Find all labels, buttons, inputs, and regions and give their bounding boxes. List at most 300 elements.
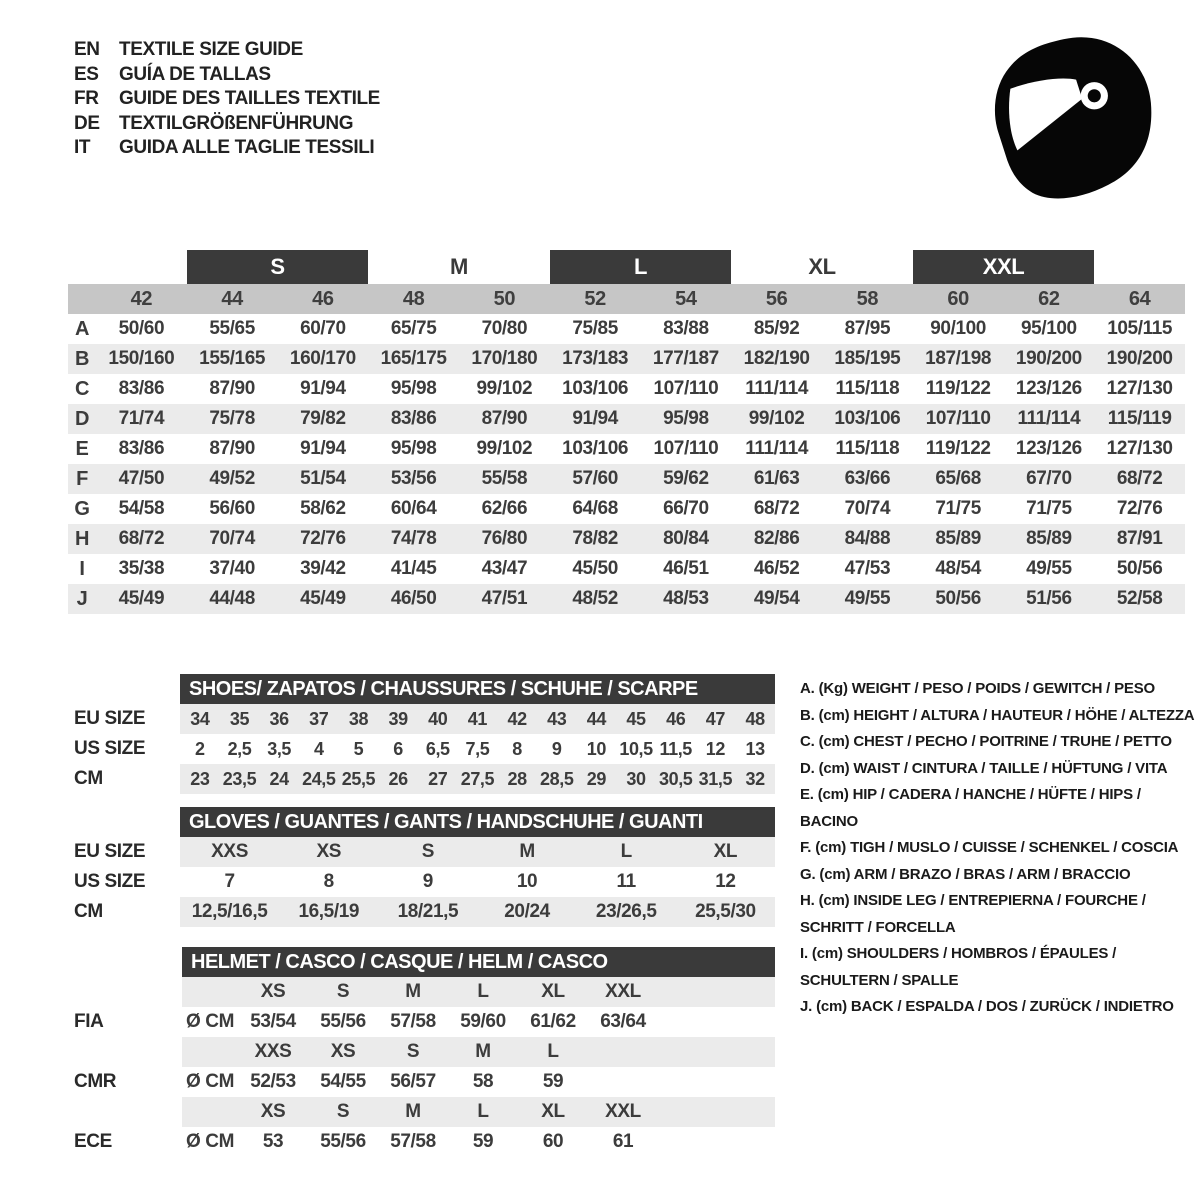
language-code: IT <box>74 137 91 158</box>
measure-cell: 99/102 <box>748 408 805 429</box>
measure-cell: 111/114 <box>1017 408 1081 429</box>
measure-cell: 63/66 <box>844 468 891 489</box>
helmet-value-cell: 57/58 <box>390 1011 436 1032</box>
measure-cell: 68/72 <box>753 498 800 519</box>
numeric-size: 46 <box>278 284 369 314</box>
measure-cell: 49/52 <box>209 468 255 489</box>
numeric-size-row <box>68 284 1185 314</box>
measure-cell: 47/51 <box>481 588 528 609</box>
language-title: GUIDE DES TAILLES TEXTILE <box>119 88 380 109</box>
measure-cell: 115/118 <box>835 378 900 399</box>
shoes-row <box>60 704 775 734</box>
gloves-cell: 12,5/16,5 <box>180 897 279 927</box>
helmet-value-cell: 55/56 <box>320 1131 366 1152</box>
shoes-cell: 45 <box>616 704 656 734</box>
measure-cell: 103/106 <box>562 438 629 459</box>
measure-cell: 54/58 <box>118 498 165 519</box>
measure-cell: 91/94 <box>300 438 346 459</box>
measure-cell: 70/74 <box>844 498 891 519</box>
shoes-cell: 24,5 <box>299 764 339 794</box>
gloves-cell: M <box>477 837 576 867</box>
measure-cell: 64/68 <box>572 498 618 519</box>
helmet-standard-label: CMR <box>74 1071 117 1092</box>
measure-cell: 48/53 <box>663 588 709 609</box>
helmet-sizes-row <box>60 977 775 1007</box>
helmet-size-cell: XS <box>238 977 308 1007</box>
shoes-cell: 47 <box>696 704 736 734</box>
measure-cell: 60/70 <box>300 318 346 339</box>
helmet-sizes-spacer <box>60 1037 182 1067</box>
helmet-values-row <box>60 1067 775 1097</box>
shoes-cell: 26 <box>378 764 418 794</box>
numeric-size: 54 <box>641 284 732 314</box>
helmet-size-cell: L <box>448 1097 518 1127</box>
helmet-value-cell: 53/54 <box>250 1011 296 1032</box>
measure-cell: 48/54 <box>935 558 981 579</box>
measure-cell: 72/76 <box>300 528 346 549</box>
numeric-size: 44 <box>187 284 278 314</box>
measure-cell: 119/122 <box>925 378 991 399</box>
measure-cell: 85/92 <box>753 318 800 339</box>
measure-cell: 68/72 <box>118 528 165 549</box>
measure-cell: 95/100 <box>1021 318 1077 339</box>
measure-cell: 71/75 <box>1026 498 1072 519</box>
helmet-size-cell: L <box>518 1037 588 1067</box>
shoes-cell: 31,5 <box>696 764 736 794</box>
legend-item: I. (cm) SHOULDERS / HOMBROS / ÉPAULES / SCHULTERN / SPALLE <box>800 945 1117 989</box>
helmet-unit-spacer <box>182 1037 238 1067</box>
shoes-cell: 3,5 <box>267 739 292 759</box>
helmet-size-cell: M <box>378 1097 448 1127</box>
section-header-row <box>60 807 775 837</box>
measure-cell: 75/78 <box>209 408 255 429</box>
shoes-cell: 35 <box>220 704 260 734</box>
measure-row <box>68 464 1185 494</box>
helmet-sizes-spacer <box>60 1097 182 1127</box>
measure-cell: 50/60 <box>118 318 165 339</box>
measure-cell: 185/195 <box>834 348 901 369</box>
language-title: GUIDA ALLE TAGLIE TESSILI <box>119 137 375 158</box>
measure-cell: 83/86 <box>390 408 437 429</box>
helmet-size-cell: M <box>448 1037 518 1067</box>
helmet-size-cell: XL <box>518 1097 588 1127</box>
helmet-value-cell: 52/53 <box>250 1071 296 1092</box>
shoes-cell: 23,5 <box>220 764 260 794</box>
measure-cell: 75/85 <box>572 318 618 339</box>
gloves-section-title: GLOVES / GUANTES / GANTS / HANDSCHUHE / GUANTI <box>180 807 775 837</box>
helmet-standard-label: ECE <box>74 1131 112 1152</box>
language-code: EN <box>74 39 100 60</box>
measure-row-label: F <box>76 468 88 490</box>
measure-cell: 45/49 <box>300 588 346 609</box>
measure-cell: 115/118 <box>835 438 900 459</box>
helmet-size-cell: XS <box>308 1037 378 1067</box>
legend-item: D. (cm) WAIST / CINTURA / TAILLE / HÜFTUNG / VITA <box>800 759 1168 777</box>
language-code: ES <box>74 63 99 85</box>
language-title-list <box>74 38 380 161</box>
measure-cell: 160/170 <box>289 348 356 369</box>
shoes-cell: 27,5 <box>458 764 498 794</box>
helmet-value-cell: 58 <box>472 1071 494 1092</box>
measure-cell: 187/198 <box>925 348 992 369</box>
measure-cell: 107/110 <box>653 438 719 459</box>
measure-cell: 87/90 <box>481 408 528 429</box>
measure-cell: 80/84 <box>663 528 709 549</box>
shoes-cell: 12 <box>705 739 725 759</box>
measure-cell: 66/70 <box>663 498 709 519</box>
measure-row <box>68 404 1185 434</box>
size-letter: XL <box>808 254 836 279</box>
shoes-cell: 5 <box>353 739 364 759</box>
measure-cell: 52/58 <box>1116 588 1163 609</box>
measure-cell: 99/102 <box>476 438 533 459</box>
legend-item: F. (cm) TIGH / MUSLO / CUISSE / SCHENKEL / COSCIA <box>800 839 1179 856</box>
gloves-cell: 20/24 <box>477 897 576 927</box>
helmet-unit-label: Ø CM <box>185 1071 234 1092</box>
measure-cell: 115/119 <box>1107 408 1172 429</box>
measure-cell: 190/200 <box>1106 348 1173 369</box>
measure-cell: 55/58 <box>481 468 528 489</box>
helmet-size-cell: XXL <box>588 977 658 1007</box>
gloves-row-label: US SIZE <box>74 871 146 892</box>
gloves-cell: 9 <box>422 871 433 892</box>
language-code: DE <box>74 112 100 134</box>
measure-cell: 85/89 <box>935 528 981 549</box>
helmet-size-cell: L <box>448 977 518 1007</box>
measure-cell: 65/75 <box>390 318 437 339</box>
measure-row-label: G <box>74 498 90 520</box>
measure-cell: 70/80 <box>481 318 528 339</box>
measure-cell: 95/98 <box>390 438 437 459</box>
measure-cell: 127/130 <box>1106 378 1173 399</box>
shoes-cell: 10,5 <box>619 739 653 759</box>
helmet-value-cell: 59 <box>472 1131 494 1152</box>
gloves-cell: 12 <box>715 871 736 892</box>
measure-cell: 45/49 <box>118 588 165 609</box>
measure-cell: 45/50 <box>572 558 618 579</box>
measure-cell: 103/106 <box>834 408 901 429</box>
language-title: TEXTILGRÖßENFÜHRUNG <box>119 112 354 134</box>
shoes-cell: 48 <box>735 704 775 734</box>
measure-row-label: E <box>75 438 89 460</box>
measure-cell: 127/130 <box>1106 438 1173 459</box>
helmet-value-cell: 57/58 <box>390 1131 436 1152</box>
gloves-cell: 8 <box>323 871 334 892</box>
shoes-row <box>60 764 775 794</box>
shoes-cell: 11,5 <box>659 739 692 759</box>
measure-cell: 111/114 <box>745 438 808 459</box>
measure-cell: 83/86 <box>118 378 165 399</box>
shoes-cell: 2 <box>195 739 205 759</box>
measure-cell: 51/56 <box>1026 588 1072 609</box>
measure-row-label: J <box>76 588 88 610</box>
legend-item: G. (cm) ARM / BRAZO / BRAS / ARM / BRACCIO <box>800 865 1131 883</box>
shoes-size-table <box>60 674 775 794</box>
legend-item: A. (Kg) WEIGHT / PESO / POIDS / GEWITCH / PESO <box>800 680 1155 697</box>
bar-spacer <box>60 947 182 977</box>
gloves-cell: XS <box>279 837 378 867</box>
measure-cell: 49/55 <box>844 588 891 609</box>
measure-cell: 91/94 <box>572 408 618 429</box>
measure-cell: 35/38 <box>118 558 165 579</box>
measure-cell: 50/56 <box>935 588 981 609</box>
measure-cell: 65/68 <box>935 468 981 489</box>
measure-cell: 82/86 <box>753 528 800 549</box>
measure-cell: 87/95 <box>844 318 891 339</box>
shoes-cell: 39 <box>378 704 418 734</box>
measure-cell: 182/190 <box>743 348 810 369</box>
gloves-cell: 18/21,5 <box>378 897 477 927</box>
numeric-size: 52 <box>550 284 641 314</box>
language-title: TEXTILE SIZE GUIDE <box>119 39 303 60</box>
numeric-size: 50 <box>459 284 550 314</box>
measure-cell: 103/106 <box>562 378 629 399</box>
language-title-row <box>74 87 380 112</box>
helmet-size-cell: XL <box>518 977 588 1007</box>
helmet-unit-label: Ø CM <box>185 1011 234 1032</box>
shoes-cell: 4 <box>313 739 324 759</box>
shoes-cell: 6,5 <box>425 739 450 759</box>
filler-cell <box>658 1097 775 1127</box>
measure-cell: 41/45 <box>390 558 437 579</box>
numeric-size: 42 <box>96 284 187 314</box>
measure-cell: 51/54 <box>300 468 346 489</box>
helmet-size-cell: S <box>308 977 378 1007</box>
measure-cell: 119/122 <box>925 438 991 459</box>
shoes-cell: 38 <box>339 704 379 734</box>
measure-cell: 95/98 <box>390 378 437 399</box>
helmet-values-row <box>60 1127 775 1157</box>
shoes-cell: 42 <box>497 704 537 734</box>
gloves-cell: 23/26,5 <box>577 897 676 927</box>
bar-spacer <box>60 807 180 837</box>
filler-cell <box>658 977 775 1007</box>
shoes-cell: 13 <box>745 739 765 759</box>
shoes-cell: 46 <box>656 704 696 734</box>
measure-cell: 71/74 <box>118 408 165 429</box>
shoes-cell: 8 <box>512 739 522 759</box>
measure-cell: 55/65 <box>209 318 255 339</box>
measure-row <box>68 314 1185 344</box>
legend-item: J. (cm) BACK / ESPALDA / DOS / ZURÜCK / INDIETRO <box>800 998 1174 1015</box>
gloves-cell: 10 <box>516 871 538 892</box>
measure-cell: 105/115 <box>1107 318 1173 339</box>
shoes-cell: 43 <box>537 704 577 734</box>
measure-cell: 173/183 <box>562 348 629 369</box>
measure-cell: 47/50 <box>118 468 165 489</box>
helmet-values-row <box>60 1007 775 1037</box>
measure-cell: 59/62 <box>663 468 709 489</box>
helmet-sizes-row <box>60 1037 775 1067</box>
measure-cell: 165/175 <box>380 348 447 369</box>
helmet-size-cell: XS <box>238 1097 308 1127</box>
language-code: FR <box>74 88 99 109</box>
measure-row <box>68 344 1185 374</box>
gloves-cell: S <box>378 837 477 867</box>
gloves-row-label: EU SIZE <box>74 841 146 862</box>
helmet-value-cell <box>588 1067 658 1097</box>
measure-row <box>68 374 1185 404</box>
measure-cell: 49/55 <box>1026 558 1072 579</box>
shoes-cell: 36 <box>259 704 299 734</box>
filler-cell <box>658 1067 775 1097</box>
numeric-size: 62 <box>1004 284 1095 314</box>
measure-cell: 37/40 <box>209 558 255 579</box>
measure-row-label: A <box>74 318 90 340</box>
measure-cell: 87/91 <box>1116 528 1163 549</box>
helmet-size-cell: S <box>378 1037 448 1067</box>
measure-cell: 71/75 <box>935 498 981 519</box>
legend-item: H. (cm) INSIDE LEG / ENTREPIERNA / FOURCHE / SCHRITT / FORCELLA <box>800 892 1146 936</box>
helmet-sizes-spacer <box>60 977 182 1007</box>
filler-cell <box>658 1127 775 1157</box>
measure-cell: 67/70 <box>1026 468 1072 489</box>
measure-cell: 99/102 <box>476 378 533 399</box>
helmet-sizes-row <box>60 1097 775 1127</box>
shoes-row <box>60 734 775 764</box>
measure-row-label: C <box>74 378 90 400</box>
shoes-cell: 28,5 <box>537 764 577 794</box>
size-letter-spacer <box>68 250 187 284</box>
measure-cell: 46/52 <box>753 558 800 579</box>
shoes-cell: 40 <box>418 704 458 734</box>
measure-cell: 47/53 <box>844 558 891 579</box>
shoes-cell: 23 <box>180 764 220 794</box>
measure-cell: 90/100 <box>930 318 986 339</box>
helmet-value-cell: 59/60 <box>460 1011 506 1032</box>
shoes-cell: 44 <box>577 704 617 734</box>
measure-cell: 107/110 <box>925 408 991 429</box>
gloves-row <box>60 867 775 897</box>
helmet-value-cell: 61/62 <box>530 1011 576 1032</box>
measure-cell: 72/76 <box>1116 498 1163 519</box>
measure-cell: 39/42 <box>300 558 346 579</box>
shoes-cell: 29 <box>577 764 617 794</box>
measure-cell: 76/80 <box>481 528 528 549</box>
shoes-cell: 9 <box>551 739 562 759</box>
textile-size-table <box>68 250 1185 614</box>
size-letter: L <box>550 250 732 284</box>
shoes-cell: 10 <box>586 739 606 759</box>
gloves-cell: L <box>577 837 676 867</box>
numeric-size: 48 <box>368 284 459 314</box>
language-title-row <box>74 112 380 137</box>
numeric-size: 56 <box>731 284 822 314</box>
measure-cell: 50/56 <box>1116 558 1163 579</box>
measure-cell: 190/200 <box>1015 348 1082 369</box>
helmet-standard-label: FIA <box>74 1011 104 1032</box>
gloves-cell: XXS <box>180 837 279 867</box>
bar-spacer <box>60 674 180 704</box>
gloves-row <box>60 897 775 927</box>
size-letter: M <box>450 254 468 279</box>
measure-cell: 53/56 <box>390 468 437 489</box>
measure-cell: 78/82 <box>572 528 618 549</box>
section-header-row <box>60 947 775 977</box>
measure-cell: 46/51 <box>663 558 709 579</box>
measure-row-label: B <box>74 348 90 370</box>
shoes-cell: 24 <box>259 764 299 794</box>
helmet-size-cell: M <box>378 977 448 1007</box>
helmet-section-title: HELMET / CASCO / CASQUE / HELM / CASCO <box>182 947 775 977</box>
gloves-row <box>60 837 775 867</box>
measure-row <box>68 554 1185 584</box>
helmet-value-cell: 59 <box>542 1071 564 1092</box>
gloves-row-label: CM <box>74 901 103 922</box>
measure-cell: 62/66 <box>481 498 528 519</box>
helmet-size-cell <box>588 1037 658 1067</box>
measure-cell: 111/114 <box>745 378 808 399</box>
measure-cell: 79/82 <box>300 408 346 429</box>
measure-row <box>68 524 1185 554</box>
racing-helmet-icon <box>976 26 1160 208</box>
helmet-value-cell: 56/57 <box>390 1071 436 1092</box>
gloves-cell: 11 <box>616 871 636 892</box>
measurement-legend <box>800 676 1198 1021</box>
size-letter-spacer <box>1094 250 1185 284</box>
numeric-size: 64 <box>1094 284 1185 314</box>
shoes-cell: 30 <box>616 764 656 794</box>
measure-cell: 43/47 <box>481 558 528 579</box>
measure-row-label: H <box>74 528 90 550</box>
shoes-cell: 6 <box>393 739 403 759</box>
measure-cell: 58/62 <box>300 498 346 519</box>
measure-cell: 61/63 <box>753 468 800 489</box>
shoes-cell: 25,5 <box>339 764 379 794</box>
measure-row <box>68 434 1185 464</box>
measure-cell: 46/50 <box>390 588 437 609</box>
gloves-cell: 25,5/30 <box>676 897 775 927</box>
measure-row <box>68 584 1185 614</box>
language-title-row <box>74 136 380 161</box>
shoes-cell: 30,5 <box>656 764 696 794</box>
helmet-value-cell: 60 <box>542 1131 564 1152</box>
section-header-row <box>60 674 775 704</box>
measure-row-label: D <box>74 408 90 430</box>
measure-cell: 74/78 <box>390 528 437 549</box>
helmet-size-cell: S <box>308 1097 378 1127</box>
shoes-cell: 7,5 <box>465 739 490 759</box>
corner-cell <box>68 284 96 314</box>
shoes-cell: 37 <box>299 704 339 734</box>
measure-row-label: I <box>79 558 85 580</box>
filler-cell <box>658 1007 775 1037</box>
size-letter-row <box>68 250 1185 284</box>
language-title: GUÍA DE TALLAS <box>119 63 271 85</box>
shoes-cell: 2,5 <box>227 739 252 759</box>
measure-cell: 57/60 <box>572 468 618 489</box>
numeric-size: 58 <box>822 284 913 314</box>
legend-item: B. (cm) HEIGHT / ALTURA / HAUTEUR / HÖHE / ALTEZZA <box>800 706 1195 724</box>
filler-cell <box>658 1037 775 1067</box>
measure-cell: 60/64 <box>390 498 437 519</box>
helmet-unit-spacer <box>182 1097 238 1127</box>
shoes-section-title: SHOES/ ZAPATOS / CHAUSSURES / SCHUHE / SCARPE <box>180 674 775 704</box>
measure-cell: 84/88 <box>844 528 891 549</box>
language-title-row <box>74 63 380 88</box>
gloves-size-table <box>60 807 775 927</box>
shoes-row-label: US SIZE <box>74 738 146 759</box>
measure-cell: 87/90 <box>209 378 255 399</box>
helmet-value-cell: 53 <box>262 1131 284 1152</box>
measure-cell: 91/94 <box>300 378 346 399</box>
legend-item: E. (cm) HIP / CADERA / HANCHE / HÜFTE / HIPS / BACINO <box>800 786 1141 830</box>
measure-cell: 87/90 <box>209 438 255 459</box>
size-letter: S <box>187 250 369 284</box>
helmet-value-cell: 55/56 <box>320 1011 366 1032</box>
shoes-cell: 34 <box>180 704 220 734</box>
helmet-size-cell: XXL <box>588 1097 658 1127</box>
